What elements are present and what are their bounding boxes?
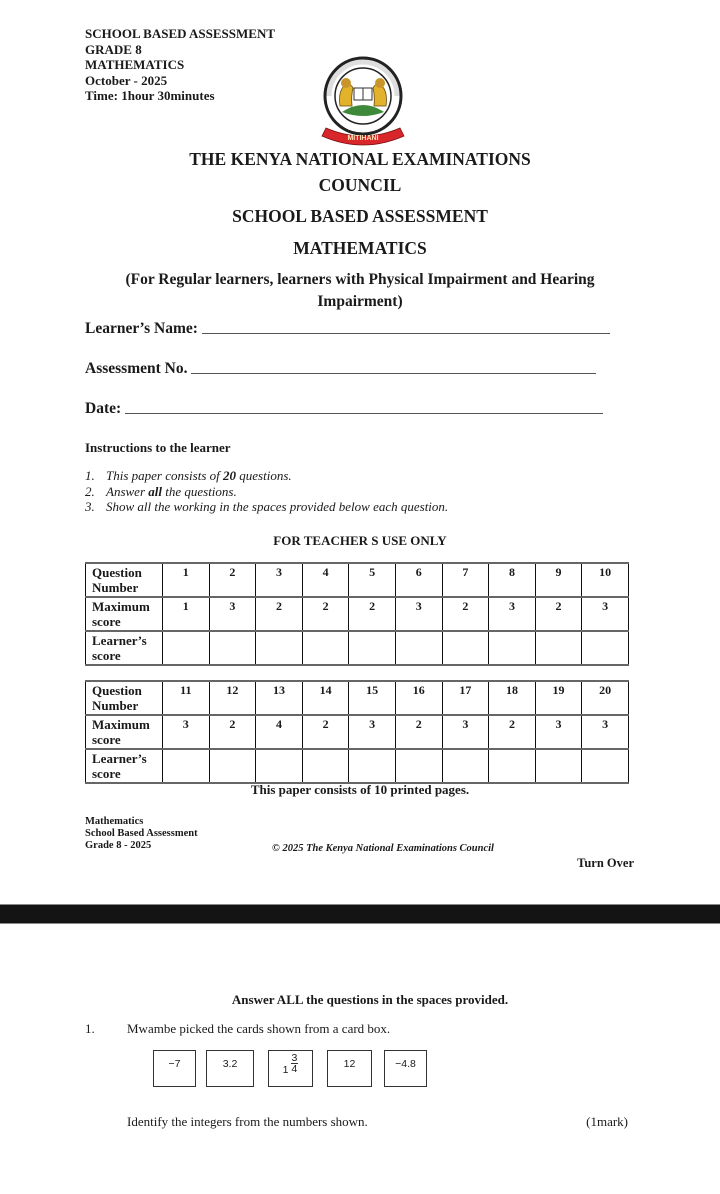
score-input-cell[interactable] [442,749,489,783]
date-input-line[interactable] [125,412,603,414]
footer-line: Grade 8 - 2025 [85,840,152,851]
instructions-list [85,468,448,515]
table-cell: 12 [209,681,256,715]
table-row-maximum-score [86,597,629,631]
table-row-question-number [86,681,629,715]
score-input-cell[interactable] [489,749,536,783]
row-label: Question Number [86,563,163,597]
table-cell: 3 [209,597,256,631]
question-marks: (1mark) [586,1114,628,1129]
footer-line: School Based Assessment [85,828,198,839]
table-cell: 18 [489,681,536,715]
page-separator [0,904,720,924]
teacher-use-heading: FOR TEACHER S USE ONLY [273,533,447,548]
table-cell: 13 [256,681,303,715]
score-input-cell[interactable] [395,631,442,665]
table-cell: 1 [163,563,210,597]
fraction: $\frac{3}{4}$ [291,1052,298,1075]
table-cell: 14 [302,681,349,715]
score-input-cell[interactable] [349,749,396,783]
table-cell: 7 [442,563,489,597]
header-left-block [85,26,275,104]
sub-question-text: Identify the integers from the numbers shown. [127,1114,368,1129]
score-input-cell[interactable] [163,631,210,665]
table-row-learner-score [86,631,629,665]
field-label: Learner’s Name: [85,320,198,337]
score-input-cell[interactable] [209,749,256,783]
score-input-cell[interactable] [302,631,349,665]
score-input-cell[interactable] [209,631,256,665]
table-cell: 4 [256,715,303,749]
score-input-cell[interactable] [302,749,349,783]
instruction-item: 1. This paper consists of 20 questions. [85,468,292,483]
number-card: −7 [153,1050,196,1087]
score-table-2 [85,680,629,784]
council-title-line2: COUNCIL [318,175,402,195]
table-cell: 3 [163,715,210,749]
score-input-cell[interactable] [442,631,489,665]
table-cell: 3 [256,563,303,597]
number-card: 3.2 [206,1050,254,1087]
table-cell: 1 [163,597,210,631]
header-line: GRADE 8 [85,41,142,57]
score-input-cell[interactable] [535,631,582,665]
subject-title: MATHEMATICS [293,238,427,258]
instructions-title: Instructions to the learner [85,440,231,455]
number-card-fraction: 1 $\frac{3}{4}$ [268,1050,313,1087]
table-cell: 3 [349,715,396,749]
header-line: SCHOOL BASED ASSESSMENT [85,26,276,41]
table-cell: 3 [535,715,582,749]
table-cell: 2 [535,597,582,631]
row-label: Maximum score [86,597,163,631]
score-input-cell[interactable] [582,631,629,665]
table-cell: 8 [489,563,536,597]
table-cell: 3 [582,597,629,631]
number-card: −4.8 [384,1050,427,1087]
table-cell: 9 [535,563,582,597]
table-cell: 20 [582,681,629,715]
table-cell: 6 [395,563,442,597]
score-input-cell[interactable] [489,631,536,665]
knec-seal-icon [318,56,408,152]
table-row-maximum-score [86,715,629,749]
table-cell: 2 [395,715,442,749]
field-label: Assessment No. [85,360,188,377]
table-row-learner-score [86,749,629,783]
learner-name-field[interactable] [85,320,610,338]
question-text: Mwambe picked the cards shown from a card box. [127,1021,391,1036]
table-cell: 2 [256,597,303,631]
table-cell: 16 [395,681,442,715]
ribbon-text: MITIHANI [347,135,379,142]
table-cell: 19 [535,681,582,715]
score-input-cell[interactable] [395,749,442,783]
audience-note: (For Regular learners, learners with Physical Impairment and Hearing Impairment) [125,271,595,310]
printed-pages-note: This paper consists of 10 printed pages. [250,782,470,797]
row-label: Learner’s score [86,631,163,665]
header-line: October - 2025 [85,72,168,88]
number-card: 12 [327,1050,372,1087]
score-input-cell[interactable] [535,749,582,783]
table-cell: 2 [302,715,349,749]
date-field[interactable] [85,400,603,418]
score-table-1 [85,562,629,666]
header-line: Time: 1hour 30minutes [85,88,215,104]
table-cell: 10 [582,563,629,597]
table-cell: 2 [442,597,489,631]
assessment-title: SCHOOL BASED ASSESSMENT [232,206,488,226]
assessment-no-input-line[interactable] [191,372,596,374]
instruction-item: 2. Answer all the questions. [85,483,237,499]
council-title-line1: THE KENYA NATIONAL EXAMINATIONS [189,149,531,169]
table-cell: 3 [442,715,489,749]
table-cell: 2 [349,597,396,631]
footer-left [85,816,198,852]
table-cell: 3 [582,715,629,749]
table-cell: 4 [302,563,349,597]
score-input-cell[interactable] [582,749,629,783]
table-cell: 17 [442,681,489,715]
learner-name-input-line[interactable] [202,332,610,334]
table-cell: 11 [163,681,210,715]
row-label: Learner’s score [86,749,163,783]
score-input-cell[interactable] [349,631,396,665]
row-label: Question Number [86,681,163,715]
table-row-question-number [86,563,629,597]
question-number: 1. [85,1021,95,1036]
header-line: MATHEMATICS [85,57,185,73]
table-cell: 15 [349,681,396,715]
table-cell: 3 [489,597,536,631]
row-label: Maximum score [86,715,163,749]
score-input-cell[interactable] [256,631,303,665]
table-cell: 2 [302,597,349,631]
instruction-item: 3. Show all the working in the spaces provided below each question. [85,499,449,514]
table-cell: 2 [209,715,256,749]
assessment-no-field[interactable] [85,360,596,378]
footer-copyright: © 2025 The Kenya National Examinations Council [272,843,494,854]
table-cell: 5 [349,563,396,597]
score-input-cell[interactable] [256,749,303,783]
footer-line: Mathematics [85,816,144,827]
council-title [0,146,720,198]
answer-all-instruction: Answer ALL the questions in the spaces provided. [231,992,509,1007]
table-cell: 2 [209,563,256,597]
table-cell: 3 [395,597,442,631]
score-input-cell[interactable] [163,749,210,783]
field-label: Date: [85,400,122,417]
turn-over-note: Turn Over [577,856,634,870]
table-cell: 2 [489,715,536,749]
